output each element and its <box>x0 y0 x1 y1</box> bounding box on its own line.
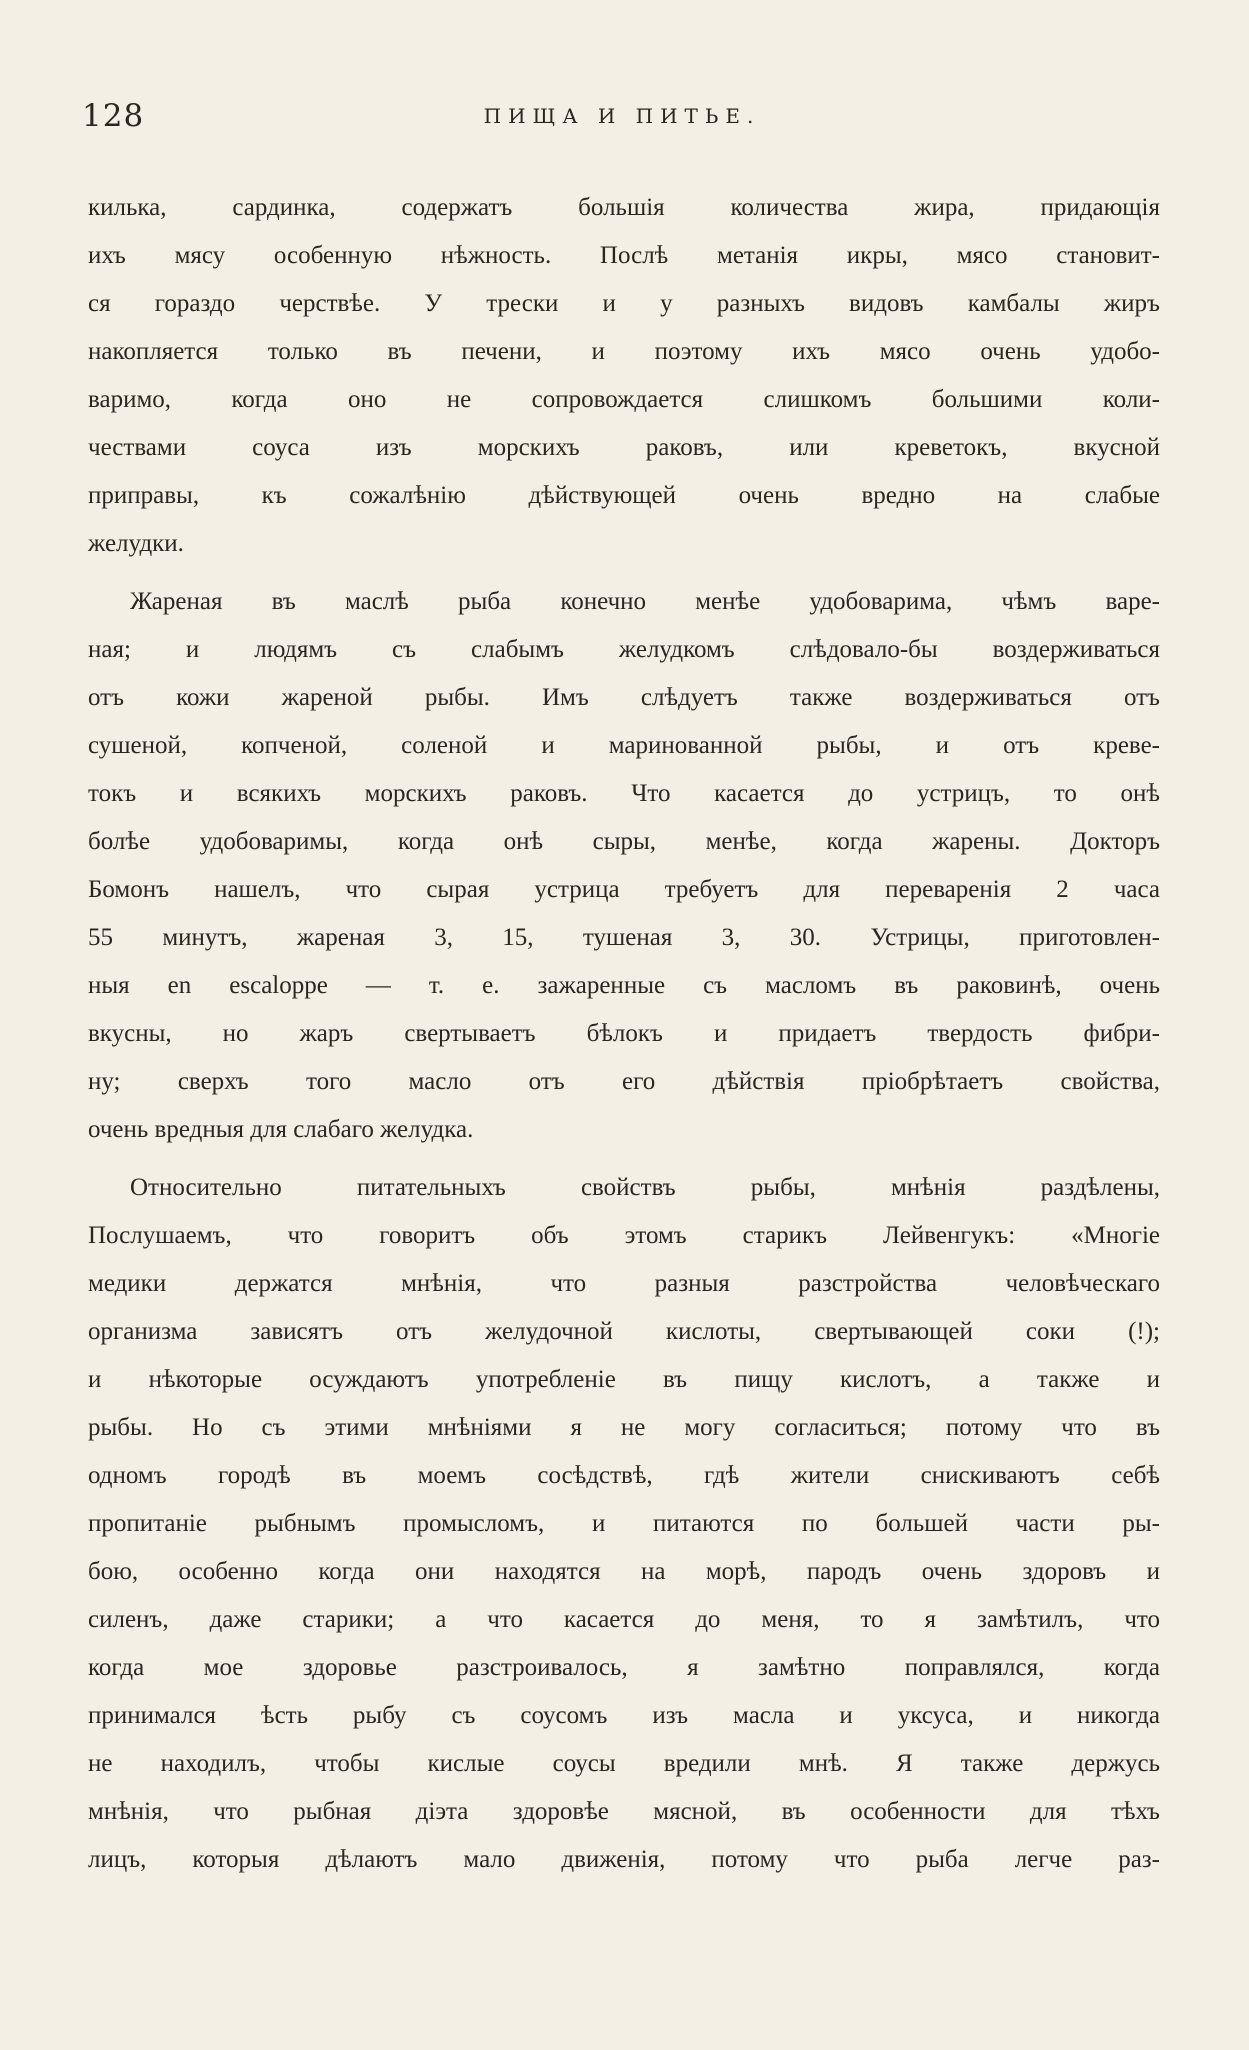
text-line: когда мое здоровье разстроивалось, я замѣтно поправлялся, когда <box>88 1654 1160 1681</box>
text-line: Бомонъ нашелъ, что сырая устрица требуетъ для переваренія 2 часа <box>88 876 1160 903</box>
text-line: ная; и людямъ съ слабымъ желудкомъ слѣдовало-бы воздерживаться <box>88 636 1160 663</box>
text-line: килька, сардинка, содержатъ большія количества жира, придающія <box>88 194 1160 221</box>
text-line: не находилъ, чтобы кислые соусы вредили мнѣ. Я также держусь <box>88 1750 1160 1777</box>
text-line: мнѣнія, что рыбная діэта здоровѣе мясной, въ особенности для тѣхъ <box>88 1798 1160 1825</box>
text-line: бою, особенно когда они находятся на морѣ, пародъ очень здоровъ и <box>88 1558 1160 1585</box>
text-line: Жареная въ маслѣ рыба конечно менѣе удобоварима, чѣмъ варе- <box>130 588 1160 615</box>
text-line: желудки. <box>88 530 184 557</box>
text-line: одномъ городѣ въ моемъ сосѣдствѣ, гдѣ жители снискиваютъ себѣ <box>88 1462 1160 1489</box>
text-line: варимо, когда оно не сопровождается слишкомъ большими коли- <box>88 386 1160 413</box>
text-line: ну; сверхъ того масло отъ его дѣйствія пріобрѣтаетъ свойства, <box>88 1068 1160 1095</box>
paragraph-1 <box>88 184 1160 568</box>
text-line: чествами соуса изъ морскихъ раковъ, или креветокъ, вкусной <box>88 434 1160 461</box>
text-line: ся гораздо черствѣе. У трески и у разныхъ видовъ камбалы жиръ <box>88 290 1160 317</box>
text-line: рыбы. Но съ этими мнѣніями я не могу согласиться; потому что въ <box>88 1414 1160 1441</box>
text-line: Послушаемъ, что говоритъ объ этомъ старикъ Лейвенгукъ: «Многіе <box>88 1222 1160 1249</box>
text-line: 55 минутъ, жареная 3, 15, тушеная 3, 30. Устрицы, приготовлен- <box>88 924 1160 951</box>
page-number: 128 <box>82 98 145 134</box>
text-line: болѣе удобоваримы, когда онѣ сыры, менѣе, когда жарены. Докторъ <box>88 828 1160 855</box>
text-line: принимался ѣсть рыбу съ соусомъ изъ масла и уксуса, и никогда <box>88 1702 1160 1729</box>
text-line: приправы, къ сожалѣнію дѣйствующей очень вредно на слабые <box>88 482 1160 509</box>
text-line: силенъ, даже старики; а что касается до меня, то я замѣтилъ, что <box>88 1606 1160 1633</box>
paragraph-2 <box>88 578 1160 1154</box>
text-line: очень вредныя для слабаго желудка. <box>88 1116 474 1143</box>
text-line: организма зависятъ отъ желудочной кислоты, свертывающей соки (!); <box>88 1318 1160 1345</box>
text-line: и нѣкоторые осуждаютъ употребленіе въ пищу кислотъ, а также и <box>88 1366 1160 1393</box>
running-title: ПИЩА И ПИТЬЕ. <box>483 104 761 128</box>
text-line: токъ и всякихъ морскихъ раковъ. Что касается до устрицъ, то онѣ <box>88 780 1160 807</box>
text-line: медики держатся мнѣнія, что разныя разстройства человѣческаго <box>88 1270 1160 1297</box>
text-line: отъ кожи жареной рыбы. Имъ слѣдуетъ также воздерживаться отъ <box>88 684 1160 711</box>
text-line: пропитаніе рыбнымъ промысломъ, и питаются по большей части ры- <box>88 1510 1160 1537</box>
body-text <box>88 184 1160 1894</box>
page-header <box>82 98 1162 138</box>
text-line: Относительно питательныхъ свойствъ рыбы, мнѣнія раздѣлены, <box>130 1174 1160 1201</box>
text-line: лицъ, которыя дѣлаютъ мало движенія, потому что рыба легче раз- <box>88 1846 1160 1873</box>
text-line: ихъ мясу особенную нѣжность. Послѣ метанія икры, мясо становит- <box>88 242 1160 269</box>
text-line: ныя en escaloppe — т. е. зажаренные съ масломъ въ раковинѣ, очень <box>88 972 1160 999</box>
paragraph-3 <box>88 1164 1160 1884</box>
text-line: накопляется только въ печени, и поэтому ихъ мясо очень удобо- <box>88 338 1160 365</box>
text-line: вкусны, но жаръ свертываетъ бѣлокъ и придаетъ твердость фибри- <box>88 1020 1160 1047</box>
text-line: сушеной, копченой, соленой и маринованной рыбы, и отъ креве- <box>88 732 1160 759</box>
